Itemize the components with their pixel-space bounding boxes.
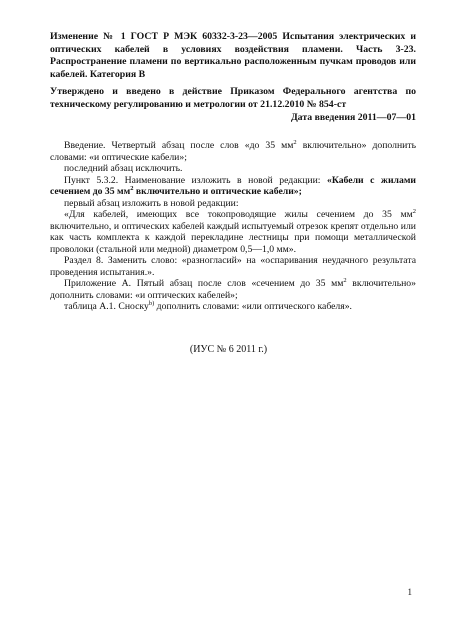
paragraph-clause-5-3-2: Пункт 5.3.2. Наименование изложить в новой редакции: «Кабели с жилами сечением до 35 $мм^2$ включительно и оптические кабели»;	[50, 174, 416, 197]
paragraph-table-a1: таблица А.1. Сноску$^{b)}$ дополнить словами: «или оптического кабеля».	[64, 299, 352, 312]
paragraph-introduction: Введение. Четвертый абзац после слов «до 35 $мм^2$ включительно» дополнить словами: «и оптические кабели»;	[50, 138, 416, 163]
approval-statement: Утверждено и введено в действие Приказом Федерального агентства по техническому регулированию и метрологии от 21.12.2010 № 854-ст	[50, 86, 416, 110]
effective-date-label: Дата введения	[290, 112, 356, 123]
paragraph-first-new-edition: первый абзац изложить в новой редакции:	[64, 197, 239, 209]
amendment-body	[50, 140, 416, 313]
effective-date-value: 2011—07—01	[357, 112, 416, 123]
page-number: 1	[407, 587, 412, 597]
document-title: Изменение № 1 ГОСТ Р МЭК 60332-3-23—2005 Испытания электрических и оптических кабелей в условиях воздействия пламени. Часть 3-23. Распространение пламени по вертикально расположенным пучкам проводов или кабелей. Категория B	[50, 31, 416, 80]
paragraph-annex-a: Приложение А. Пятый абзац после слов «сечением до 35 $мм^2$ включительно» дополнить словами: «и оптических кабелей»;	[50, 276, 416, 301]
effective-date-line	[50, 112, 416, 125]
paragraph-section-8: Раздел 8. Заменить слово: «разногласий» на «оспаривания неудачного результата проведения испытания.».	[50, 255, 416, 278]
paragraph-last-removed: последний абзац исключить.	[64, 163, 183, 174]
ius-reference: (ИУС № 6 2011 г.)	[189, 344, 268, 355]
paragraph-quoted-text: «Для кабелей, имеющих все токопроводящие жилы сечением до 35 $мм^2$ включительно, и оптических кабелей каждый испытуемый отрезок крепят отдельно или как часть комплекта к каждой перекладине лестницы при помощи металлической проволоки (стальной или медной) диаметром 0,5—1,0 мм».	[50, 207, 416, 255]
